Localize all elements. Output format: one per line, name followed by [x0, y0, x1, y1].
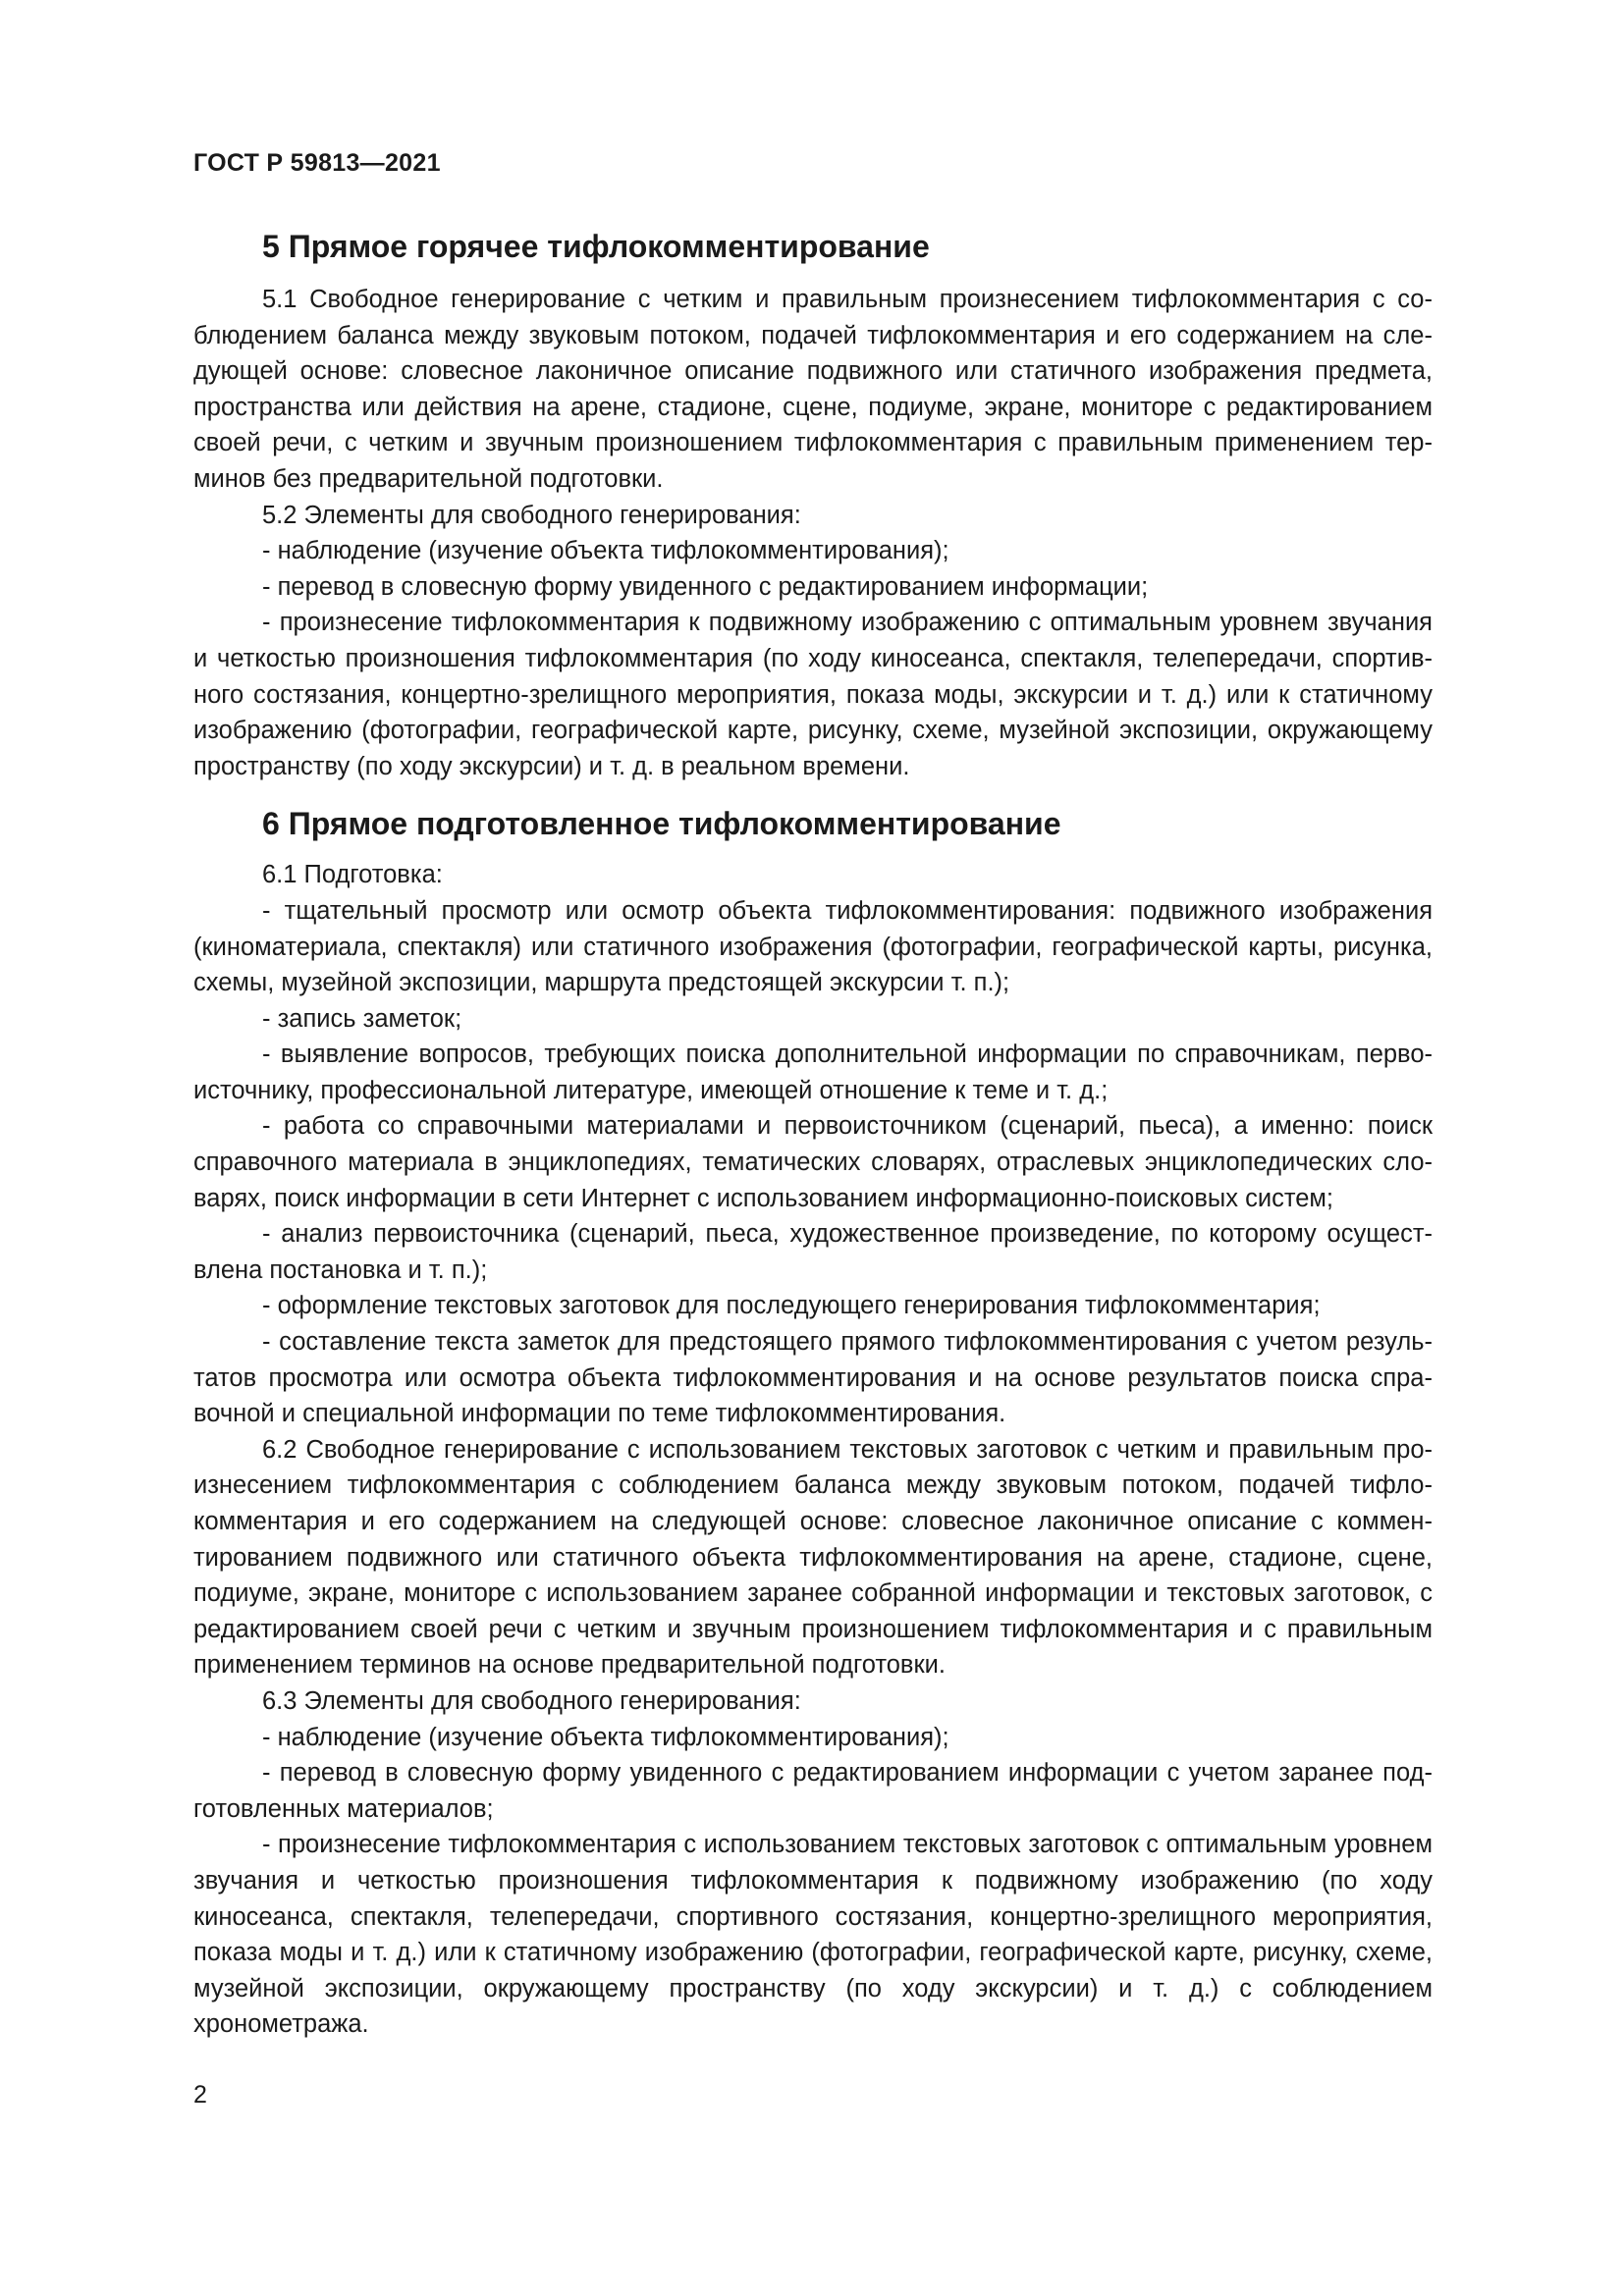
list-item: - произнесение тифлокомментария с использованием текстовых заготовок с оптимальным уровнем звучания и четкостью произношения тифлокомментария к подвижному изображению (по ходу киносеанса, спектакля, телепередачи, спортивного состязания, концертно-зрелищного мероприятия, показа моды и т. д.) или к статичному изображению (фотографии, географической карте, рисунку, схеме, музейной экспозиции, окружающему пространству (по ходу экскурсии) и т. д.) с соблюдением хронометража. — [193, 1831, 1433, 2039]
list-item: - работа со справочными материалами и первоисточником (сценарий, пьеса), а именно: поиск справочного материала в энциклопедиях, тематических словарях, отраслевых энциклопедических словарях, поиск информации в сети Интернет с использованием информационно-поисковых систем; — [193, 1112, 1433, 1212]
page-number: 2 — [193, 2081, 207, 2109]
list-item: - наблюдение (изучение объекта тифлокомментирования); — [262, 1723, 949, 1751]
list-item: - тщательный просмотр или осмотр объекта тифлокомментирования: подвижного изображения (киноматериала, спектакля) или статичного изображения (фотографии, географической карты, рисунка, схемы, музейной экспозиции, маршрута предстоящей экскурсии т. п.); — [193, 896, 1433, 997]
list-item: - оформление текстовых заготовок для последующего генерирования тифлокомментария; — [262, 1292, 1321, 1320]
document-body — [193, 221, 1433, 2056]
list-item: - выявление вопросов, требующих поиска дополнительной информации по справочникам, первоисточнику, профессиональной литературе, имеющей отношение к теме и т. д.; — [193, 1041, 1433, 1104]
list-item: - запись заметок; — [262, 1004, 462, 1033]
section-6 — [193, 798, 1433, 2043]
section-5 — [193, 221, 1433, 784]
list-item: - наблюдение (изучение объекта тифлокомментирования); — [262, 537, 949, 565]
section-heading: 5 Прямое горячее тифлокомментирование — [262, 229, 930, 264]
document-header-code: ГОСТ Р 59813—2021 — [193, 149, 441, 177]
paragraph-5-2: 5.2 Элементы для свободного генерирования: — [262, 501, 801, 529]
section-heading: 6 Прямое подготовленное тифлокомментирование — [262, 806, 1061, 842]
paragraph-6-3: 6.3 Элементы для свободного генерирования: — [262, 1686, 801, 1715]
paragraph-6-1: 6.1 Подготовка: — [262, 861, 443, 889]
list-item: - составление текста заметок для предстоящего прямого тифлокомментирования с учетом результатов просмотра или осмотра объекта тифлокомментирования и на основе результатов поиска справочной и специальной информации по теме тифлокомментирования. — [193, 1328, 1433, 1428]
list-item: - анализ первоисточника (сценарий, пьеса, художественное произведение, по которому осуществлена постановка и т. п.); — [193, 1220, 1433, 1284]
list-item: - произнесение тифлокомментария к подвижному изображению с оптимальным уровнем звучания и четкостью произношения тифлокомментария (по ходу киносеанса, спектакля, телепередачи, спортивного состязания, концертно-зрелищного мероприятия, показа моды, экскурсии и т. д.) или к статичному изображению (фотографии, географической карте, рисунку, схеме, музейной экспозиции, окружающему пространству (по ходу экскурсии) и т. д. в реальном времени. — [193, 609, 1433, 780]
list-item: - перевод в словесную форму увиденного с редактированием информации с учетом заранее подготовленных материалов; — [193, 1759, 1433, 1823]
list-item: - перевод в словесную форму увиденного с редактированием информации; — [262, 572, 1149, 601]
paragraph-5-1: 5.1 Свободное генерирование с четким и правильным произнесением тифлокомментария с соблюдением баланса между звуковым потоком, подачей тифлокомментария и его содержанием на следующей основе: словесное лаконичное описание подвижного или статичного изображения предмета, пространства или действия на арене, стадионе, сцене, подиуме, экране, мониторе с редактированием своей речи, с четким и звучным произношением тифлокомментария с правильным применением терминов без предварительной подготовки. — [193, 286, 1433, 493]
paragraph-6-2: 6.2 Свободное генерирование с использованием текстовых заготовок с четким и правильным произнесением тифлокомментария с соблюдением баланса между звуковым потоком, подачей тифлокомментария и его содержанием на следующей основе: словесное лаконичное описание с комментированием подвижного или статичного объекта тифлокомментирования на арене, стадионе, сцене, подиуме, экране, мониторе с использованием заранее собранной информации и текстовых заготовок, с редактированием своей речи с четким и звучным произношением тифлокомментария и с правильным применением терминов на основе предварительной подготовки. — [193, 1435, 1433, 1680]
